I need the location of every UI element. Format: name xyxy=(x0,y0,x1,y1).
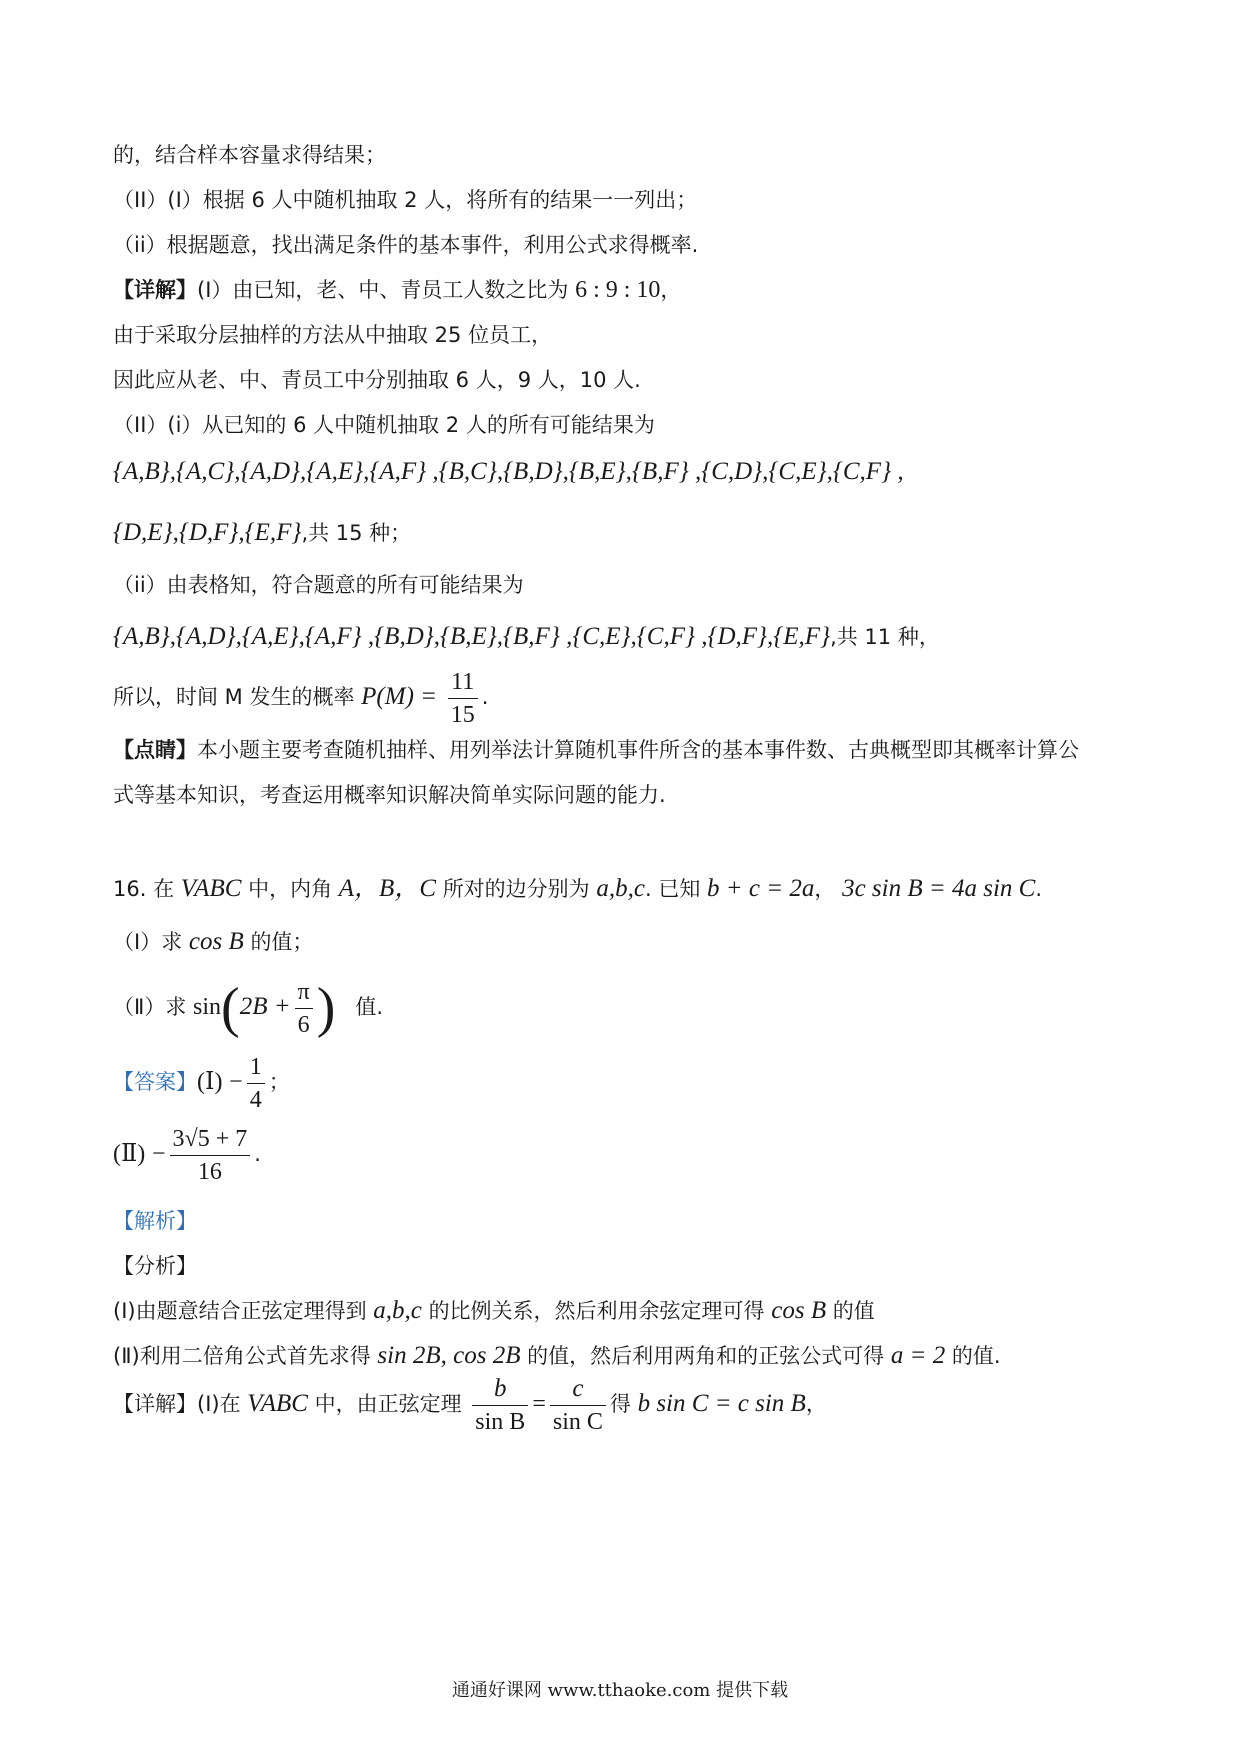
text-line: 所以，时间 M 发生的概率 P(M) = $\frac{11}{15}$ . xyxy=(113,665,488,731)
text-line: (Ⅱ)利用二倍角公式首先求得 sin 2B, cos 2B 的值，然后利用两角和的正弦公式可得 a = 2 的值. xyxy=(113,1342,1001,1369)
text-line: 式等基本知识，考查运用概率知识解决简单实际问题的能力. xyxy=(113,783,666,807)
fraction: $\frac{3√5 + 7}{16}$ xyxy=(170,1123,251,1188)
text-line: （II）(Ⅰ）根据 6 人中随机抽取 2 人，将所有的结果一一列出； xyxy=(113,188,698,212)
fraction: $\frac{b}{\text{sin B}}$ xyxy=(472,1373,528,1438)
fraction: $\frac{11}{15}$ xyxy=(448,666,478,731)
fraction: $\frac{\pi}{6}$ xyxy=(295,976,313,1041)
question-stem: 16. 在 VABC 中，内角 A，B，C 所对的边分别为 a,b,c. 已知 b + c = 2a， 3c sin B = 4a sin C. xyxy=(113,875,1043,902)
fraction: $\frac{c}{\text{sin C}}$ xyxy=(550,1373,606,1438)
math-line: {A,B},{A,C},{A,D},{A,E},{A,F} ,{B,C},{B,D},{B,E},{B,F} ,{C,D},{C,E},{C,F} , xyxy=(113,458,904,485)
answer-line-2: (Ⅱ) − $\frac{3√5 + 7}{16}$ . xyxy=(113,1122,261,1188)
analysis-subtag-line: 【分析】 xyxy=(113,1254,197,1278)
answer-tag: 【答案】 xyxy=(113,1070,197,1094)
paren-close: ) xyxy=(316,977,336,1039)
analysis-tag-line: 【解析】 xyxy=(113,1209,197,1233)
text-line: (Ⅰ)由题意结合正弦定理得到 a,b,c 的比例关系，然后利用余弦定理可得 cos B 的值 xyxy=(113,1297,875,1324)
text-line: （II）(ⅰ）从已知的 6 人中随机抽取 2 人的所有可能结果为 xyxy=(113,413,655,437)
math-line: {A,B},{A,D},{A,E},{A,F} ,{B,D},{B,E},{B,F} ,{C,E},{C,F} ,{D,F},{E,F},共 11 种， xyxy=(113,623,940,650)
question-part-1: （Ⅰ）求 cos B 的值； xyxy=(113,928,314,955)
question-part-2: （Ⅱ）求 sin(2B + $\frac{\pi}{6}$ ) 值. xyxy=(113,977,384,1039)
text-line: 【点睛】本小题主要考查随机抽样、用列举法计算随机事件所含的基本事件数、古典概型即其概率计算公 xyxy=(113,738,1079,762)
paren-open: ( xyxy=(221,977,240,1039)
probability-expression: P(M) = xyxy=(361,683,438,710)
section-tag: 【详解】 xyxy=(113,278,197,302)
math-ratio: 6 : 9 : 10 xyxy=(575,277,661,303)
fraction: $\frac{1}{4}$ xyxy=(247,1051,265,1116)
text-line: 因此应从老、中、青员工中分别抽取 6 人，9 人，10 人. xyxy=(113,368,641,392)
section-tag: 【点睛】 xyxy=(113,738,197,762)
text-line: 由于采取分层抽样的方法从中抽取 25 位员工， xyxy=(113,323,553,347)
text-line: 【详解】(Ⅰ）由已知，老、中、青员工人数之比为 6 : 9 : 10， xyxy=(113,277,682,303)
text-line: （ii）由表格知，符合题意的所有可能结果为 xyxy=(113,573,524,597)
text-line: 的，结合样本容量求得结果； xyxy=(113,143,386,167)
answer-line-1: 【答案】(Ⅰ) − $\frac{1}{4}$ ； xyxy=(113,1050,290,1116)
text-line: 【详解】(Ⅰ)在 VABC 中，由正弦定理 $\frac{b}{\text{sin B}}$ = $\frac{c}{\text{sin C}}$ 得 b sin C = c sin B， xyxy=(113,1372,827,1438)
text-line: （ii）根据题意，找出满足条件的基本事件，利用公式求得概率. xyxy=(113,233,699,257)
page-footer: 通通好课网 www.tthaoke.com 提供下载 xyxy=(451,1680,789,1701)
math-line: {D,E},{D,F},{E,F},共 15 种； xyxy=(113,519,412,546)
